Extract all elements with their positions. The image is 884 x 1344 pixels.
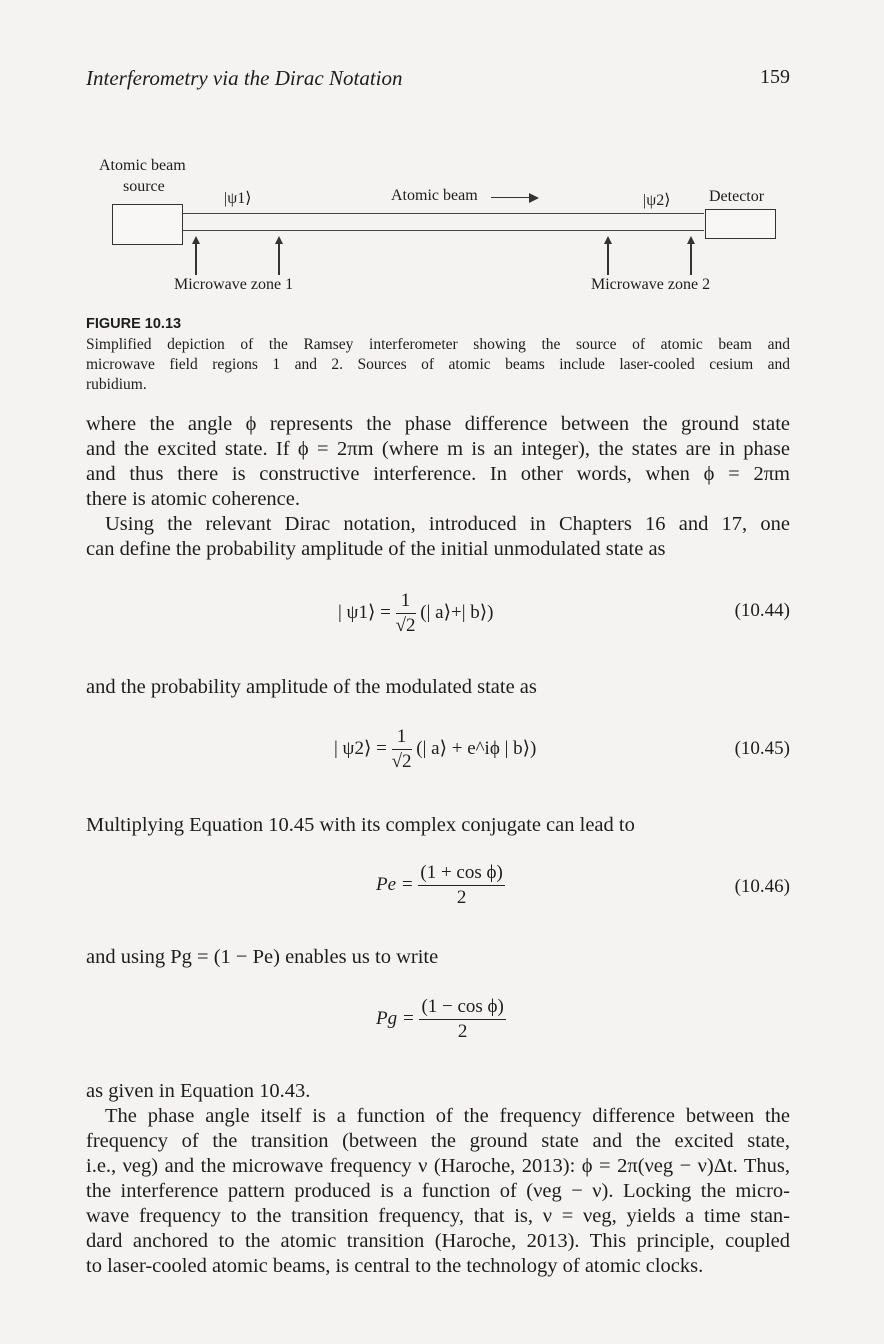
psi2-label: |ψ2⟩ xyxy=(643,192,671,209)
beam-tube-bottom xyxy=(182,230,704,231)
zone2-label: Microwave zone 2 xyxy=(591,276,711,293)
eq3-denominator: 2 xyxy=(456,887,467,908)
eq1-numerator: 1 xyxy=(396,590,416,614)
text-line: The phase angle itself is a function of the frequency difference between the xyxy=(105,1105,790,1127)
beam-tube-top xyxy=(182,213,704,214)
text-line: Multiplying Equation 10.45 with its complex conjugate can lead to xyxy=(86,814,635,836)
text-line: can define the probability amplitude of the initial unmodulated state as xyxy=(86,538,666,560)
detector-label: Detector xyxy=(709,188,765,205)
paragraph-6 xyxy=(86,1079,790,1104)
text-line: Using the relevant Dirac notation, introduced in Chapters 16 and 17, one xyxy=(105,513,790,535)
text-line: and thus there is constructive interference. In other words, when ϕ = 2πm xyxy=(86,463,790,485)
text-line: the interference pattern produced is a function of (νeg − ν). Locking the micro- xyxy=(86,1180,790,1202)
text-line: frequency of the transition (between the ground state and the excited state, xyxy=(86,1130,790,1152)
paragraph-5 xyxy=(86,945,790,970)
text-line: and the excited state. If ϕ = 2πm (where m is an integer), the states are in phase xyxy=(86,438,790,460)
paragraph-3 xyxy=(86,675,790,700)
eq1-rhs: (| a⟩+| b⟩) xyxy=(420,601,494,623)
text-line: to laser-cooled atomic beams, is central to the technology of atomic clocks. xyxy=(86,1255,704,1277)
eq2-numerator: 1 xyxy=(392,726,412,750)
equation-10-46 xyxy=(86,862,790,918)
figure-label: FIGURE 10.13 xyxy=(86,316,182,332)
psi1-label: |ψ1⟩ xyxy=(224,190,252,207)
eq2-rhs: (| a⟩ + e^iϕ | b⟩) xyxy=(416,737,537,759)
text-line: wave frequency to the transition frequency, that is, ν = νeg, yields a time stan- xyxy=(86,1205,790,1227)
beam-direction-arrow xyxy=(491,193,539,203)
eq1-number: (10.44) xyxy=(734,600,790,621)
eq4-lhs: Pg = xyxy=(376,1007,415,1029)
page-number: 159 xyxy=(760,66,790,88)
eq4-denominator: 2 xyxy=(457,1021,468,1042)
caption-line: rubidium. xyxy=(86,376,147,393)
text-line: i.e., νeg) and the microwave frequency ν (Haroche, 2013): ϕ = 2π(νeg − ν)Δt. Thus, xyxy=(86,1155,790,1177)
eq3-number: (10.46) xyxy=(734,876,790,897)
beam-label: Atomic beam xyxy=(391,187,478,204)
source-label-line1: Atomic beam xyxy=(99,157,186,174)
eq2-lhs: | ψ2⟩ = xyxy=(334,737,387,759)
detector-box xyxy=(705,209,776,239)
paragraph-2 xyxy=(86,512,790,562)
ramsey-interferometer-diagram xyxy=(0,0,884,310)
paragraph-4 xyxy=(86,813,790,838)
text-line: and using Pg = (1 − Pe) enables us to write xyxy=(86,946,439,968)
equation-pg xyxy=(86,996,790,1052)
figure-caption xyxy=(86,335,790,395)
text-line: as given in Equation 10.43. xyxy=(86,1080,311,1102)
caption-line: microwave field regions 1 and 2. Sources of atomic beams include laser-cooled cesium and xyxy=(86,356,790,373)
eq1-lhs: | ψ1⟩ = xyxy=(338,601,391,623)
equation-10-44 xyxy=(86,590,790,646)
zone1-label: Microwave zone 1 xyxy=(174,276,294,293)
text-line: dard anchored to the atomic transition (Haroche, 2013). This principle, coupled xyxy=(86,1230,790,1252)
source-label-line2: source xyxy=(123,178,165,195)
eq1-denominator: √2 xyxy=(395,615,416,636)
eq2-number: (10.45) xyxy=(734,738,790,759)
text-line: and the probability amplitude of the modulated state as xyxy=(86,676,537,698)
eq3-lhs: Pe = xyxy=(376,873,414,895)
eq3-numerator: (1 + cos ϕ) xyxy=(418,862,504,886)
eq4-numerator: (1 − cos ϕ) xyxy=(419,996,505,1020)
text-line: there is atomic coherence. xyxy=(86,488,300,510)
equation-10-45 xyxy=(86,726,790,782)
caption-line: Simplified depiction of the Ramsey interferometer showing the source of atomic beam and xyxy=(86,336,790,353)
atomic-beam-source-box xyxy=(112,204,183,245)
eq2-denominator: √2 xyxy=(391,751,412,772)
paragraph-1 xyxy=(86,412,790,512)
paragraph-7 xyxy=(86,1104,790,1279)
running-title: Interferometry via the Dirac Notation xyxy=(86,66,403,90)
text-line: where the angle ϕ represents the phase difference between the ground state xyxy=(86,413,790,435)
